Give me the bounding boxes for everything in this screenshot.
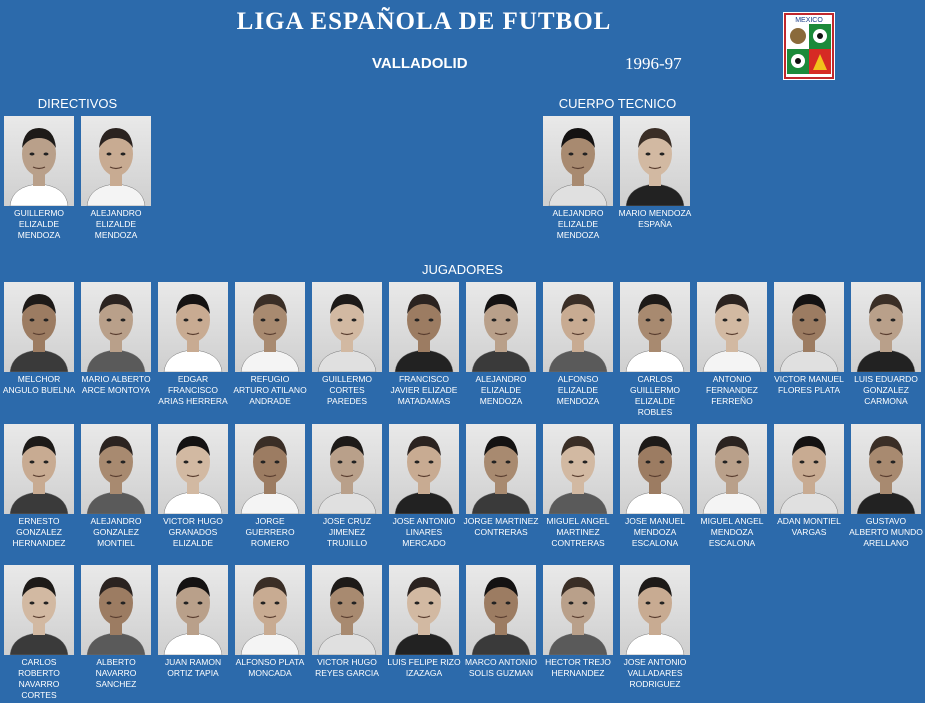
person-name: JORGE GUERRERO ROMERO	[245, 516, 295, 548]
person-card	[543, 424, 613, 549]
person-card	[4, 424, 74, 549]
person-card	[235, 424, 305, 549]
person-name: VICTOR MANUEL FLORES PLATA	[774, 374, 844, 395]
person-name: ALEJANDRO ELIZALDE MENDOZA	[552, 208, 604, 240]
person-card	[312, 565, 382, 679]
person-name: JOSE MANUEL MENDOZA ESCALONA	[625, 516, 685, 548]
portrait-photo	[312, 424, 382, 514]
person-card	[158, 282, 228, 407]
section-directivos: DIRECTIVOS	[37, 96, 118, 111]
portrait-photo	[620, 282, 690, 372]
person-card	[4, 565, 74, 701]
person-card	[81, 116, 151, 241]
person-name: ADAN MONTIEL VARGAS	[777, 516, 841, 537]
person-name: LUIS FELIPE RIZO IZAZAGA	[387, 657, 461, 678]
person-name: MARIO ALBERTO ARCE MONTOYA	[81, 374, 151, 395]
person-name: JOSE ANTONIO VALLADARES RODRIGUEZ	[623, 657, 687, 689]
person-name: LUIS EDUARDO GONZALEZ CARMONA	[854, 374, 918, 406]
person-name: MIGUEL ANGEL MENDOZA ESCALONA	[700, 516, 764, 548]
portrait-photo	[620, 116, 690, 206]
person-card	[463, 424, 539, 538]
person-name: GUSTAVO ALBERTO MUNDO ARELLANO	[849, 516, 923, 548]
portrait-photo	[81, 282, 151, 372]
person-name: REFUGIO ARTURO ATILANO ANDRADE	[233, 374, 307, 406]
person-card	[466, 282, 536, 407]
mexico-crest-logo	[783, 12, 835, 80]
person-name: GUILLERMO CORTES PAREDES	[321, 374, 373, 406]
portrait-photo	[389, 424, 459, 514]
portrait-photo	[81, 424, 151, 514]
person-card	[774, 282, 844, 396]
portrait-photo	[312, 565, 382, 655]
person-card	[389, 282, 459, 407]
portrait-photo	[851, 424, 921, 514]
portrait-photo	[158, 565, 228, 655]
portrait-photo	[235, 282, 305, 372]
portrait-photo	[466, 282, 536, 372]
portrait-photo	[158, 282, 228, 372]
portrait-photo	[543, 282, 613, 372]
person-name: EDGAR FRANCISCO ARIAS HERRERA	[158, 374, 228, 406]
person-name: GUILLERMO ELIZALDE MENDOZA	[13, 208, 65, 240]
portrait-photo	[851, 282, 921, 372]
person-name: MIGUEL ANGEL MARTINEZ CONTRERAS	[546, 516, 610, 548]
portrait-photo	[312, 282, 382, 372]
person-card	[81, 424, 151, 549]
portrait-photo	[4, 424, 74, 514]
person-card	[235, 565, 305, 679]
portrait-photo	[774, 424, 844, 514]
person-name: VICTOR HUGO REYES GARCIA	[315, 657, 379, 678]
portrait-photo	[81, 116, 151, 206]
person-card	[543, 116, 613, 241]
portrait-photo	[697, 424, 767, 514]
person-name: JORGE MARTINEZ CONTRERAS	[463, 516, 539, 537]
portrait-photo	[620, 565, 690, 655]
person-card	[81, 282, 151, 396]
person-card	[543, 282, 613, 407]
portrait-photo	[389, 565, 459, 655]
portrait-photo	[466, 424, 536, 514]
person-card	[620, 282, 690, 418]
portrait-photo	[4, 116, 74, 206]
person-card	[312, 282, 382, 407]
portrait-photo	[620, 424, 690, 514]
person-name: MARCO ANTONIO SOLIS GUZMAN	[464, 657, 538, 678]
portrait-photo	[466, 565, 536, 655]
portrait-photo	[697, 282, 767, 372]
person-card	[312, 424, 382, 549]
person-name: ALEJANDRO ELIZALDE MENDOZA	[475, 374, 527, 406]
person-card	[389, 565, 459, 679]
portrait-photo	[774, 282, 844, 372]
portrait-photo	[235, 424, 305, 514]
person-name: CARLOS GUILLERMO ELIZALDE ROBLES	[629, 374, 681, 417]
person-card	[158, 424, 228, 549]
person-name: FRANCISCO JAVIER ELIZADE MATADAMAS	[390, 374, 458, 406]
portrait-photo	[4, 282, 74, 372]
portrait-photo	[543, 424, 613, 514]
portrait-photo	[389, 282, 459, 372]
person-card	[4, 282, 74, 396]
section-jugadores: JUGADORES	[422, 262, 503, 277]
person-name: JOSE CRUZ JIMENEZ TRUJILLO	[322, 516, 372, 548]
svg-text:MEXICO: MEXICO	[795, 17, 823, 24]
person-name: ALEJANDRO GONZALEZ MONTIEL	[90, 516, 142, 548]
person-name: ALFONSO ELIZALDE MENDOZA	[556, 374, 600, 406]
person-card	[81, 565, 151, 690]
person-card	[697, 424, 767, 549]
person-card	[389, 424, 459, 549]
portrait-photo	[543, 565, 613, 655]
person-name: JOSE ANTONIO LINARES MERCADO	[392, 516, 456, 548]
portrait-photo	[543, 116, 613, 206]
page-title: LIGA ESPAÑOLA DE FUTBOL	[236, 8, 612, 35]
person-name: ALEJANDRO ELIZALDE MENDOZA	[90, 208, 142, 240]
person-name: CARLOS ROBERTO NAVARRO CORTES	[18, 657, 60, 700]
person-card	[620, 116, 690, 230]
person-name: ERNESTO GONZALEZ HERNANDEZ	[12, 516, 66, 548]
portrait-photo	[158, 424, 228, 514]
person-name: ALFONSO PLATA MONCADA	[235, 657, 305, 678]
person-name: MELCHOR ANGULO BUELNA	[2, 374, 76, 395]
section-cuerpo-tecnico: CUERPO TECNICO	[558, 96, 677, 111]
person-card	[851, 424, 921, 549]
portrait-photo	[4, 565, 74, 655]
person-card	[235, 282, 305, 407]
person-card	[620, 424, 690, 549]
portrait-photo	[235, 565, 305, 655]
person-name: HECTOR TREJO HERNANDEZ	[545, 657, 611, 678]
portrait-photo	[81, 565, 151, 655]
person-name: ANTONIO FERNANDEZ FERREÑO	[706, 374, 758, 406]
person-name: MARIO MENDOZA ESPAÑA	[618, 208, 692, 229]
person-card	[774, 424, 844, 538]
person-card	[158, 565, 228, 679]
person-card	[620, 565, 690, 690]
person-card	[543, 565, 613, 679]
person-card	[4, 116, 74, 241]
person-name: VICTOR HUGO GRANADOS ELIZALDE	[163, 516, 223, 548]
person-name: JUAN RAMON ORTIZ TAPIA	[164, 657, 222, 678]
person-name: ALBERTO NAVARRO SANCHEZ	[95, 657, 137, 689]
person-card	[697, 282, 767, 407]
season-label: 1996-97	[625, 54, 682, 73]
team-name: VALLADOLID	[372, 55, 468, 72]
person-card	[466, 565, 536, 679]
person-card	[851, 282, 921, 407]
